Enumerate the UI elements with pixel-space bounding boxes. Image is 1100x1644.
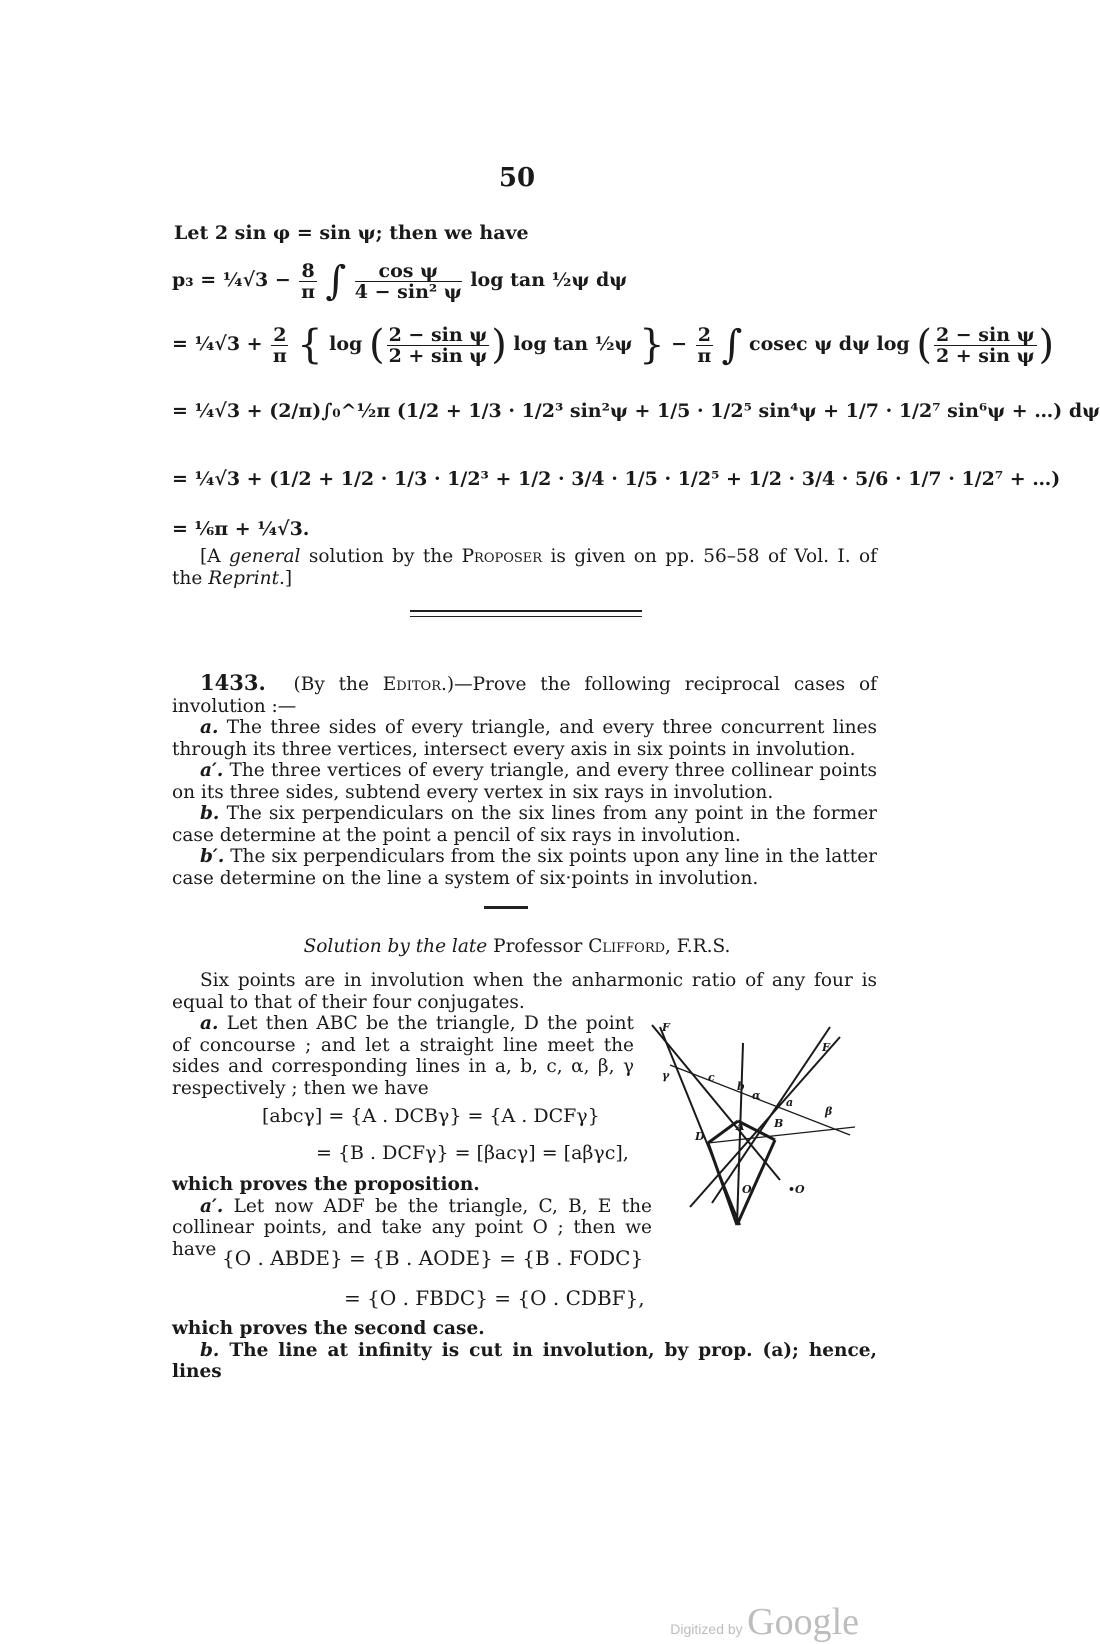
integral-sign: ∫ — [721, 322, 743, 368]
solution-p5 — [172, 1318, 877, 1383]
intro-line: Let 2 sin φ = sin ψ; then we have — [174, 222, 529, 244]
item-label: a. — [200, 717, 219, 738]
p3-text: which proves the proposition. — [172, 1174, 480, 1195]
eq1-frac-num: cos ψ — [355, 261, 462, 282]
eq2-lead: = ¼√3 + — [172, 333, 263, 355]
p2-text: Let then ABC be the triangle, D the point of concourse ; and let a straight line meet the sides and corresponding lines in a, b, c, α, β, γ respectively ; then we have — [172, 1013, 634, 1099]
label-gamma: γ — [662, 1069, 670, 1082]
double-rule-bottom — [410, 616, 642, 617]
problem-by: (By the — [293, 674, 383, 695]
heading-italic: Solution by the late — [303, 936, 488, 957]
equation-b2: = {O . FBDC} = {O . CDBF}, — [344, 1286, 645, 1310]
paren-close: ) — [491, 322, 507, 368]
equation-a1: [abcγ] = {A . DCBγ} = {A . DCFγ} — [262, 1105, 600, 1127]
heading-rest: Professor — [487, 936, 589, 957]
watermark-small: Digitized by — [670, 1621, 743, 1637]
eq2-coef2-den: π — [697, 344, 712, 367]
item-text: The six perpendiculars on the six lines from any point in the former case determine at the point a pencil of six rays in involution. — [172, 803, 877, 846]
note-proposer: Proposer — [461, 546, 543, 567]
editor-note — [172, 546, 877, 589]
p6-label: b. — [200, 1339, 220, 1361]
problem-item — [172, 846, 877, 889]
eq2-coef2-num: 2 — [697, 323, 711, 346]
note-mid: solution by the — [300, 546, 462, 567]
p6-text: The line at infinity is cut in involution, by prop. (a); hence, lines — [172, 1339, 877, 1382]
item-text: The three sides of every triangle, and every three concurrent lines through its three vertices, intersect every axis in six points in involution. — [172, 717, 878, 760]
solution-p1 — [172, 970, 877, 1013]
label-B: B — [774, 1117, 784, 1130]
heading-suffix: , F.R.S. — [665, 936, 731, 957]
watermark-google: Google — [747, 1601, 859, 1643]
item-text: The six perpendiculars from the six points upon any line in the latter case determine on the line a system of six·points in involution. — [172, 846, 877, 889]
eq2-log: log — [329, 333, 363, 355]
eq2-coef-num: 2 — [273, 323, 287, 346]
equation-1 — [172, 258, 627, 304]
problem-1433 — [172, 672, 877, 889]
eq1-frac-den: 4 − sin² ψ — [354, 280, 462, 303]
brace-close: } — [639, 322, 665, 368]
item-label: a′. — [200, 760, 224, 781]
brace-open: { — [297, 322, 323, 368]
eq2-frac1-num: 2 − sin ψ — [388, 323, 488, 346]
problem-statement: .)—Prove the following reciprocal cases of involution :— — [172, 674, 878, 717]
eq2-frac2-den: 2 + sin ψ — [935, 344, 1035, 367]
label-alpha: α — [752, 1089, 761, 1102]
p5-text: which proves the second case. — [172, 1318, 485, 1339]
short-rule — [484, 906, 528, 909]
eq2-tail: cosec ψ dψ log — [749, 333, 910, 355]
equation-b1: {O . ABDE} = {B . AODE} = {B . FODC} — [222, 1246, 644, 1270]
eq1-coef-den: π — [301, 280, 316, 303]
problem-item — [172, 803, 877, 846]
note-reprint: Reprint — [208, 567, 280, 589]
problem-item — [172, 717, 877, 760]
label-c: c — [708, 1071, 715, 1084]
p4-label: a′. — [200, 1195, 224, 1217]
google-watermark — [670, 1600, 859, 1644]
paren-open: ( — [916, 322, 932, 368]
solution-p1-text: Six points are in involution when the anharmonic ratio of any four is equal to that of their four conjugates. — [172, 970, 877, 1013]
label-F: F — [662, 1021, 670, 1034]
p2-label: a. — [200, 1013, 219, 1034]
heading-author: Clifford — [588, 936, 666, 957]
label-O-point: •O — [788, 1183, 805, 1196]
item-label: b′. — [200, 846, 225, 867]
double-rule-top — [410, 610, 642, 612]
page-number: 50 — [498, 163, 536, 193]
problem-editor: Editor — [382, 674, 441, 695]
label-D: D — [695, 1130, 705, 1143]
equation-a2: = {B . DCFγ} = [βacγ] = [aβγc], — [316, 1142, 629, 1164]
label-a: a — [786, 1096, 794, 1109]
eq2-mid: log tan ½ψ — [513, 333, 633, 355]
note-rest: is given on pp. 56–58 of Vol. I. of the — [172, 546, 877, 589]
solution-heading — [0, 936, 1034, 957]
equation-2 — [172, 322, 1054, 368]
equation-3: = ¼√3 + (2/π)∫₀^½π (1/2 + 1/3 · 1/2³ sin²ψ + 1/5 · 1/2⁵ sin⁴ψ + 1/7 · 1/2⁷ sin⁶ψ + …) dψ — [172, 400, 1100, 422]
eq1-lhs: p₃ = ¼√3 − — [172, 269, 291, 291]
integral-sign: ∫ — [325, 258, 347, 304]
eq2-coef-den: π — [272, 344, 287, 367]
item-text: The three vertices of every triangle, and every three collinear points on its three sides, subtend every vertex in six rays in involution. — [172, 760, 877, 803]
side-DO — [708, 1143, 737, 1225]
involution-figure — [640, 1015, 870, 1225]
note-general: general — [229, 546, 301, 567]
problem-number: 1433. — [200, 670, 266, 695]
note-open: [A — [200, 546, 229, 567]
problem-item — [172, 760, 877, 803]
eq1-coef-num: 8 — [301, 259, 315, 282]
label-A: A — [736, 1120, 745, 1133]
equation-4: = ¼√3 + (1/2 + 1/2 · 1/3 · 1/2³ + 1/2 · 3/4 · 1/5 · 1/2⁵ + 1/2 · 3/4 · 5/6 · 1/7 · 1/2⁷ + …) — [172, 468, 1061, 490]
eq2-frac2-num: 2 − sin ψ — [935, 323, 1035, 346]
note-close: .] — [279, 567, 293, 589]
item-label: b. — [200, 803, 220, 824]
eq1-tail: log tan ½ψ dψ — [470, 269, 628, 291]
equation-5: = ⅙π + ¼√3. — [172, 518, 310, 540]
label-beta: β — [825, 1105, 833, 1118]
label-b: b — [737, 1080, 745, 1093]
line-FD — [652, 1025, 780, 1180]
paren-close: ) — [1038, 322, 1055, 368]
paren-open: ( — [368, 322, 385, 368]
p4-text: Let now ADF be the triangle, C, B, E the collinear points, and take any point O ; then we have — [172, 1195, 652, 1260]
solution-p2 — [172, 1013, 634, 1099]
eq2-minus: − — [671, 333, 688, 355]
label-E: E — [822, 1041, 831, 1054]
eq2-frac1-den: 2 + sin ψ — [388, 344, 488, 367]
label-O: O — [742, 1183, 752, 1196]
